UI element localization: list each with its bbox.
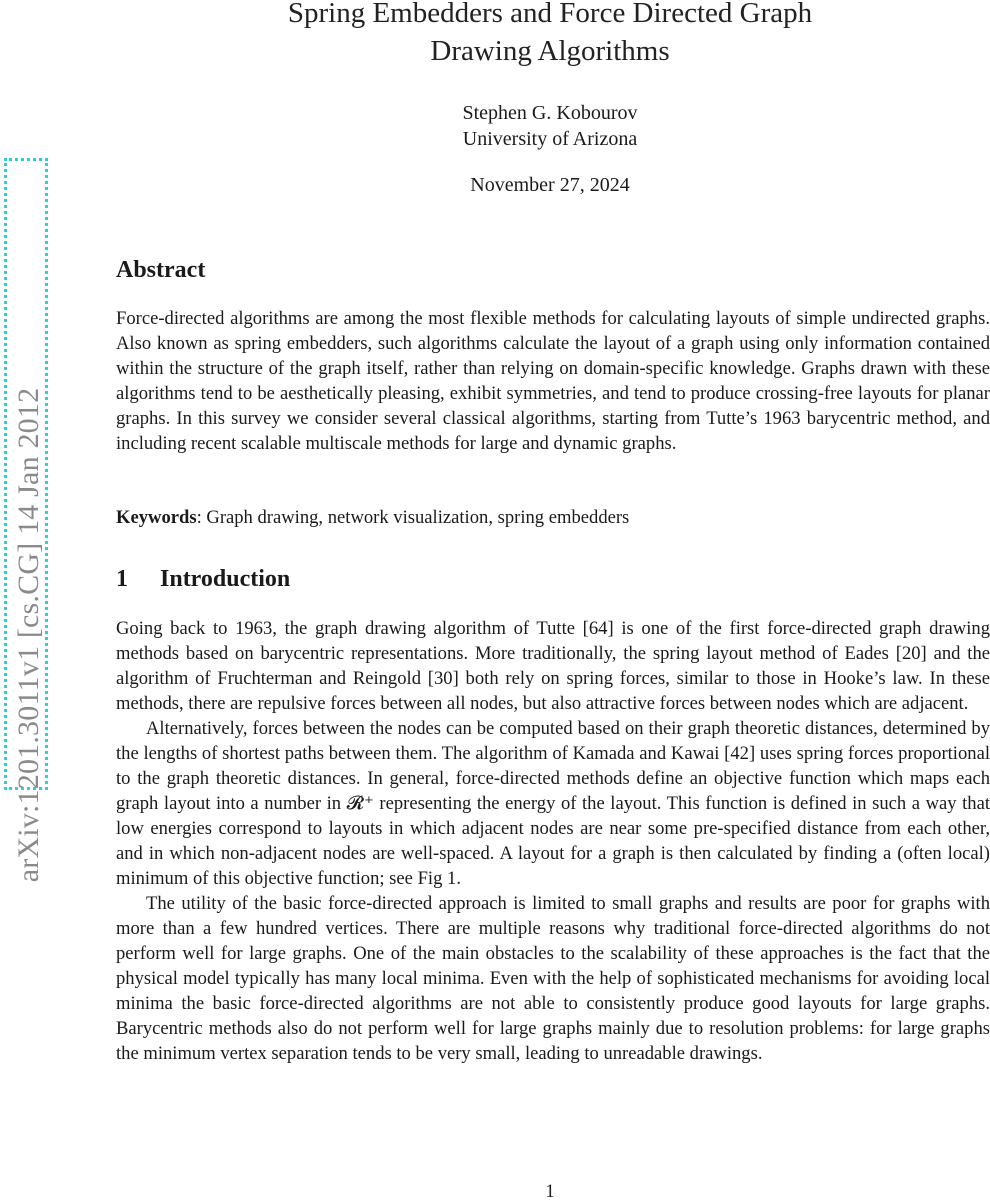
intro-paragraph-3: The utility of the basic force-directed approach is limited to small graphs and results are poor for graphs with more than a few hundred vertices. There are multiple reasons why traditional force-directed algorithms do not perform well for large graphs. One of the main obstacles to the scalability of these approaches is the fact that the physical model typically has many local minima. Even with the help of sophisticated mechanisms for avoiding local minima the basic force-directed algorithms are not able to consistently produce good layouts for large graphs. Barycentric methods also do not perform well for large graphs mainly due to resolution problems: for large graphs the minimum vertex separation tends to be very small, leading to unreadable drawings. bbox=[116, 893, 990, 1064]
title-line-2: Drawing Algorithms bbox=[430, 35, 670, 67]
author-name: Stephen G. Kobourov bbox=[462, 102, 638, 124]
arxiv-identifier: arXiv:1201.3011v1 [cs.CG] 14 Jan 2012 bbox=[12, 387, 45, 883]
paper-title bbox=[200, 0, 900, 70]
section-heading-introduction bbox=[116, 564, 990, 594]
abstract-body: Force-directed algorithms are among the most flexible methods for calculating layouts of simple undirected graphs. Also known as spring embedders, such algorithms calculate the layout of a graph using only information contained within the structure of the graph itself, rather than relying on domain-specific knowledge. Graphs drawn with these algorithms tend to be aesthetically pleasing, exhibit symmetries, and tend to produce crossing-free layouts for planar graphs. In this survey we consider several classical algorithms, starting from Tutte’s 1963 barycentric method, and including recent scalable multiscale methods for large and dynamic graphs. bbox=[116, 308, 990, 454]
section-number: 1 bbox=[116, 566, 128, 592]
title-line-1: Spring Embedders and Force Directed Graph bbox=[287, 0, 813, 29]
arxiv-stamp bbox=[4, 158, 48, 883]
introduction-body bbox=[116, 616, 990, 1066]
paper-date: November 27, 2024 bbox=[470, 174, 630, 196]
intro-paragraph-2: Alternatively, forces between the nodes can be computed based on their graph theoretic distances, determined by the lengths of shortest paths between them. The algorithm of Kamada and Kawai [42] uses spring forces proportional to the graph theoretic distances. In general, force-directed methods define an objective function which maps each graph layout into a number in 𝓡⁺ representing the energy of the layout. This function is defined in such a way that low energies correspond to layouts in which adjacent nodes are near some pre-specified distance from each other, and in which non-adjacent nodes are well-spaced. A layout for a graph is then calculated by finding a (often local) minimum of this objective function; see Fig 1. bbox=[116, 718, 990, 889]
keywords-line bbox=[116, 505, 990, 530]
keywords-text: : Graph drawing, network visualization, spring embedders bbox=[196, 507, 630, 528]
author-block bbox=[300, 100, 800, 152]
section-title: Introduction bbox=[160, 566, 291, 592]
abstract-heading: Abstract bbox=[116, 257, 206, 283]
keywords-label: Keywords bbox=[116, 507, 197, 528]
author-affiliation: University of Arizona bbox=[462, 128, 638, 150]
intro-paragraph-1: Going back to 1963, the graph drawing algorithm of Tutte [64] is one of the first force-directed graph drawing methods based on barycentric representations. More traditionally, the spring layout method of Eades [20] and the algorithm of Fruchterman and Reingold [30] both rely on spring forces, similar to those in Hooke’s law. In these methods, there are repulsive forces between all nodes, but also attractive forces between nodes which are adjacent. bbox=[116, 618, 990, 714]
page-number: 1 bbox=[545, 1181, 555, 1202]
